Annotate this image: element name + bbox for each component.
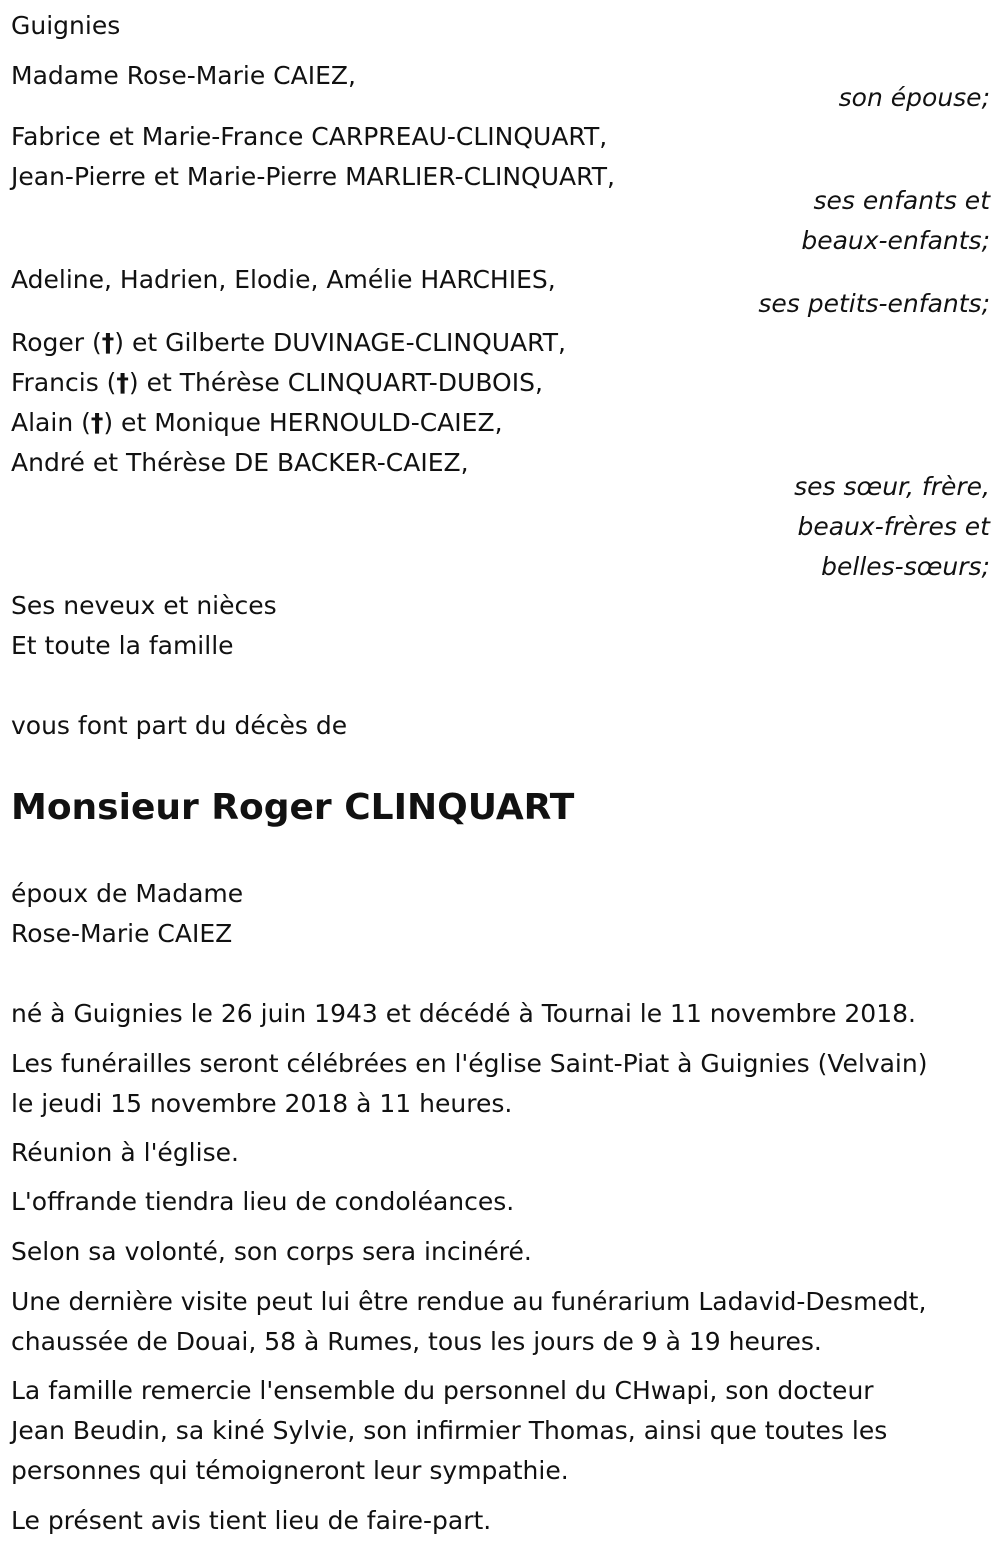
sibling-line: André et Thérèse DE BACKER-CAIEZ,: [11, 448, 469, 477]
thanks-text: Jean Beudin, sa kiné Sylvie, son infirmier Thomas, ainsi que toutes les: [11, 1416, 888, 1445]
family-line: Et toute la famille: [11, 631, 234, 660]
closing-text: Le présent avis tient lieu de faire-part.: [11, 1506, 492, 1535]
funeral-text: Les funérailles seront célébrées en l'église Saint-Piat à Guignies (Velvain): [11, 1049, 928, 1078]
cross-icon: †: [116, 368, 129, 397]
funeral-text: le jeudi 15 novembre 2018 à 11 heures.: [11, 1089, 513, 1118]
thanks-text: La famille remercie l'ensemble du personnel du CHwapi, son docteur: [11, 1376, 874, 1405]
sibling-line: Francis (†) et Thérèse CLINQUART-DUBOIS,: [11, 368, 543, 397]
siblings-role: ses sœur, frère,: [794, 472, 990, 501]
sibling-line: Alain (†) et Monique HERNOULD-CAIEZ,: [11, 408, 503, 437]
deceased-name: Monsieur Roger CLINQUART: [11, 787, 575, 828]
grandchildren-role: ses petits-enfants;: [758, 289, 990, 318]
spouse-role: son épouse;: [838, 83, 990, 112]
birth-death-text: né à Guignies le 26 juin 1943 et décédé à Tournai le 11 novembre 2018.: [11, 999, 916, 1028]
children-line: Jean-Pierre et Marie-Pierre MARLIER-CLINQUART,: [11, 162, 615, 191]
cross-icon: †: [90, 408, 104, 437]
spouse-of-line: Rose-Marie CAIEZ: [11, 919, 233, 948]
spouse-of-line: époux de Madame: [11, 879, 244, 908]
thanks-text: personnes qui témoigneront leur sympathie.: [11, 1456, 569, 1485]
spouse-name: Madame Rose-Marie CAIEZ,: [11, 61, 356, 90]
children-line: Fabrice et Marie-France CARPREAU-CLINQUART,: [11, 122, 608, 151]
siblings-role: beaux-frères et: [797, 512, 990, 541]
cremation-text: Selon sa volonté, son corps sera incinéré.: [11, 1237, 532, 1266]
announcement: vous font part du décès de: [11, 711, 348, 740]
children-role: beaux-enfants;: [801, 226, 990, 255]
place: Guignies: [11, 11, 121, 40]
grandchildren-names: Adeline, Hadrien, Elodie, Amélie HARCHIES,: [11, 265, 556, 294]
visit-text: chaussée de Douai, 58 à Rumes, tous les jours de 9 à 19 heures.: [11, 1327, 822, 1356]
children-role: ses enfants et: [813, 186, 990, 215]
family-line: Ses neveux et nièces: [11, 591, 277, 620]
visit-text: Une dernière visite peut lui être rendue au funérarium Ladavid-Desmedt,: [11, 1287, 927, 1316]
siblings-role: belles-sœurs;: [821, 552, 990, 581]
sibling-line: Roger (†) et Gilberte DUVINAGE-CLINQUART,: [11, 328, 566, 357]
cross-icon: †: [101, 328, 115, 357]
offering-text: L'offrande tiendra lieu de condoléances.: [11, 1187, 515, 1216]
meeting-text: Réunion à l'église.: [11, 1138, 239, 1167]
